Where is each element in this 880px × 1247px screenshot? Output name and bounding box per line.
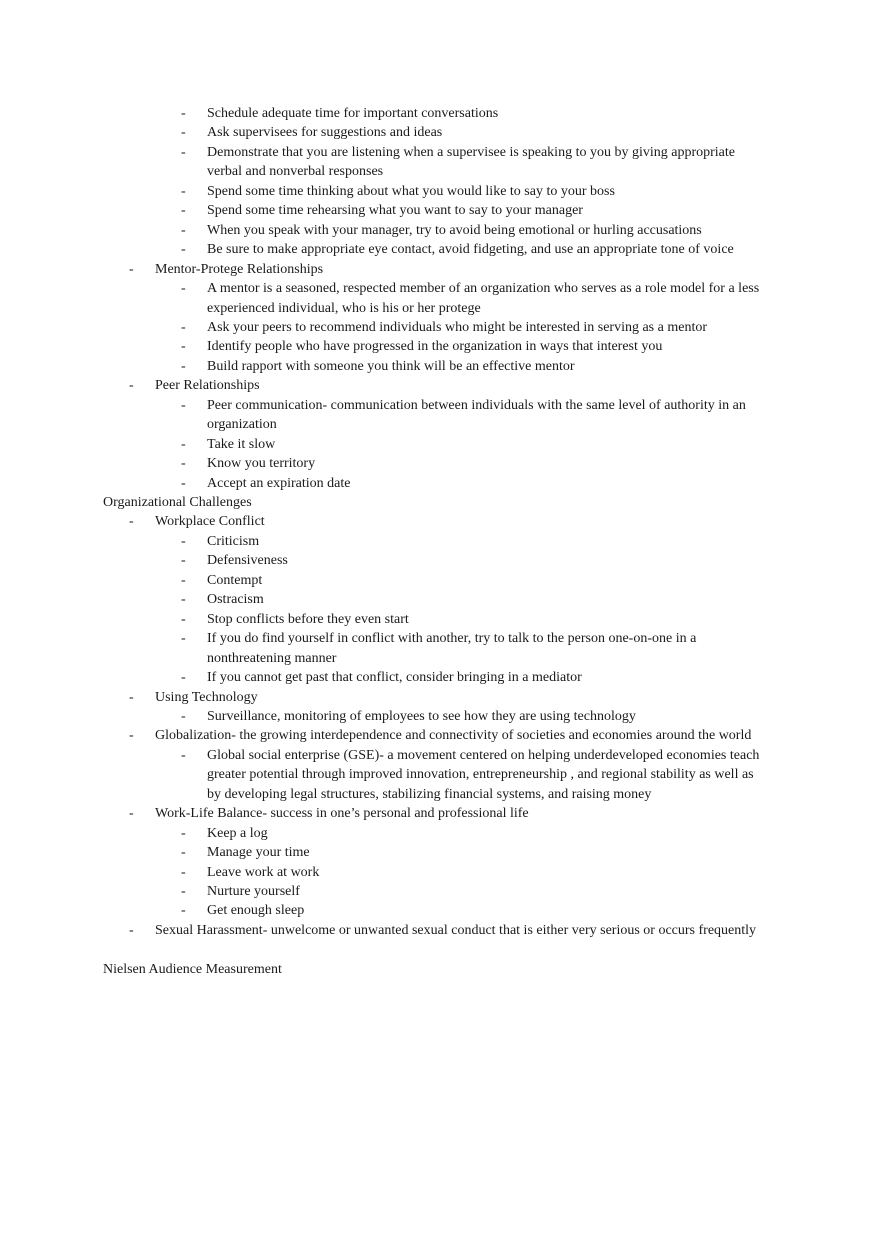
bullet-dash: - [181, 319, 186, 335]
bullet-dash: - [129, 261, 134, 277]
outline-item-level2: Ask your peers to recommend individuals who might be interested in serving as a mentor [207, 319, 708, 335]
bullet-dash: - [181, 592, 186, 608]
bullet-dash: - [181, 183, 186, 199]
outline-item-level1: Peer Relationships [155, 378, 260, 394]
bullet-dash: - [181, 533, 186, 549]
outline-item-level2: Know you territory [207, 456, 316, 472]
outline-item-level1: Work-Life Balance- success in one’s personal and professional life [155, 806, 529, 822]
outline-item-level1: Mentor-Protege Relationships [155, 261, 324, 277]
bullet-dash: - [181, 339, 186, 355]
outline-item-level2: Global social enterprise (GSE)- a movement centered on helping underdeveloped economies teach [207, 747, 760, 763]
outline-item-level2-continuation: nonthreatening manner [207, 650, 337, 666]
outline-item-level2: Get enough sleep [207, 903, 305, 919]
outline-item-level2: Identify people who have progressed in the organization in ways that interest you [207, 339, 663, 355]
outline-item-level2: Ask supervisees for suggestions and ideas [207, 125, 443, 141]
outline-item-level2: Accept an expiration date [207, 475, 351, 491]
bullet-dash: - [129, 378, 134, 394]
bullet-dash: - [181, 670, 186, 686]
outline-item-level2: Schedule adequate time for important conversations [207, 106, 499, 121]
outline-item-level2: Spend some time rehearsing what you want to say to your manager [207, 203, 583, 219]
bullet-dash: - [181, 125, 186, 141]
outline-item-level2: If you do find yourself in conflict with another, try to talk to the person one-on-one in a [207, 631, 697, 647]
outline-item-level2: Contempt [207, 572, 263, 588]
bullet-dash: - [181, 281, 186, 297]
outline-item-level2: Manage your time [207, 845, 310, 861]
outline-item-level2-continuation: verbal and nonverbal responses [207, 164, 384, 180]
bullet-dash: - [181, 884, 186, 899]
bullet-dash: - [181, 631, 186, 647]
outline-item-level2: Defensiveness [207, 553, 288, 569]
outline-item-level2: Surveillance, monitoring of employees to see how they are using technology [207, 708, 636, 724]
outline-item-level2: A mentor is a seasoned, respected member of an organization who serves as a role model for a less [207, 281, 760, 297]
outline-item-level2: Keep a log [207, 825, 268, 841]
bullet-dash: - [129, 806, 134, 822]
outline-item-level2: Leave work at work [207, 864, 320, 880]
section-heading: Organizational Challenges [103, 495, 252, 510]
outline-item-level2: Take it slow [207, 436, 276, 452]
outline-item-level1: Using Technology [155, 689, 258, 705]
bullet-dash: - [181, 475, 186, 491]
bullet-dash: - [181, 203, 186, 219]
outline-item-level2: Build rapport with someone you think will be an effective mentor [207, 358, 575, 374]
outline-item-level1: Sexual Harassment- unwelcome or unwanted sexual conduct that is either very serious or occurs frequently [155, 922, 757, 938]
bullet-dash: - [181, 864, 186, 880]
bullet-dash: - [181, 553, 186, 569]
outline-item-level1: Workplace Conflict [155, 514, 265, 530]
bullet-dash: - [129, 514, 134, 530]
outline-item-level2: Nurture yourself [207, 884, 300, 899]
outline-item-level2: Be sure to make appropriate eye contact, avoid fidgeting, and use an appropriate tone of voice [207, 242, 734, 258]
outline-item-level2: Spend some time thinking about what you would like to say to your boss [207, 183, 615, 199]
bullet-dash: - [129, 728, 134, 744]
bullet-dash: - [181, 708, 186, 724]
bullet-dash: - [181, 747, 186, 763]
section-heading: Nielsen Audience Measurement [103, 962, 282, 978]
outline-item-level1: Globalization- the growing interdependence and connectivity of societies and economies around the world [155, 728, 752, 744]
bullet-dash: - [181, 845, 186, 861]
outline-item-level2: Demonstrate that you are listening when a supervisee is speaking to you by giving appropriate [207, 144, 735, 160]
bullet-dash: - [181, 242, 186, 258]
bullet-dash: - [181, 222, 186, 238]
outline-item-level2: Criticism [207, 533, 260, 549]
outline-item-level2-continuation: organization [207, 417, 277, 433]
bullet-dash: - [181, 358, 186, 374]
outline-item-level2: When you speak with your manager, try to avoid being emotional or hurling accusations [207, 222, 702, 238]
bullet-dash: - [181, 436, 186, 452]
outline-item-level2-continuation: greater potential through improved innovation, entrepreneurship , and regional stability as well as [207, 767, 754, 783]
bullet-dash: - [181, 106, 186, 121]
bullet-dash: - [181, 144, 186, 160]
bullet-dash: - [129, 922, 134, 938]
outline-item-level2: Stop conflicts before they even start [207, 611, 409, 627]
bullet-dash: - [181, 397, 186, 413]
outline-item-level2-continuation: experienced individual, who is his or her protege [207, 300, 481, 316]
outline-item-level2: If you cannot get past that conflict, consider bringing in a mediator [207, 670, 582, 686]
bullet-dash: - [181, 903, 186, 919]
bullet-dash: - [181, 825, 186, 841]
bullet-dash: - [181, 611, 186, 627]
bullet-dash: - [181, 572, 186, 588]
bullet-dash: - [181, 456, 186, 472]
bullet-dash: - [129, 689, 134, 705]
outline-item-level2: Peer communication- communication between individuals with the same level of authority in an [207, 397, 746, 413]
outline-item-level2: Ostracism [207, 592, 264, 608]
outline-item-level2-continuation: by developing legal structures, stabilizing financial systems, and raising money [207, 786, 652, 802]
